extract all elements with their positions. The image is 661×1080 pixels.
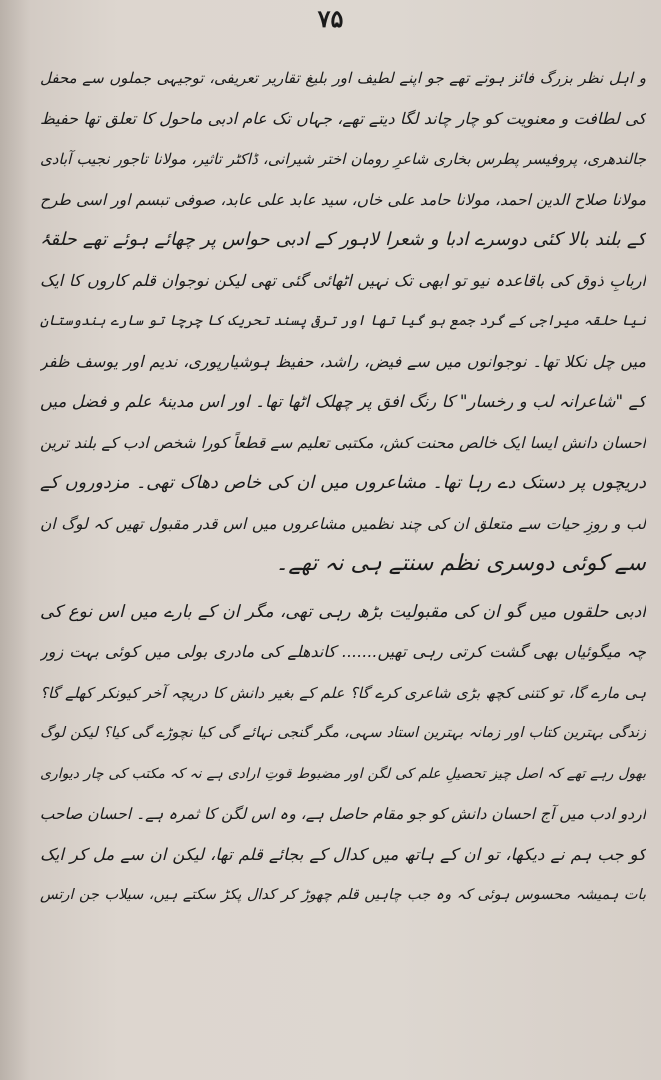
text-line: کے بلند بالا کئی دوسرے ادبا و شعرا لاہور کے ادبی حواس پر چھائے ہوئے تھے حلقۂ xyxy=(40,229,646,250)
text-line: ادبی حلقوں میں گو ان کی مقبولیت بڑھ رہی تھی، مگر ان کے بارے میں اس نوع کی xyxy=(40,601,646,622)
text-line: بات ہمیشہ محسوس ہوئی کہ وہ جب چاہیں قلم چھوڑ کر کدال پکڑ سکتے ہیں، سیلاب جن ارتس xyxy=(40,887,646,903)
text-line: ہی مارے گا، تو کتنی کچھ بڑی شاعری کرے گا؟ علم کے بغیر دانش کا دریچہ آخر کیونکر کھلے گا؟ xyxy=(40,683,646,702)
text-line: اربابِ ذوق کی باقاعدہ نیو تو ابھی تک نہیں اٹھائی گئی تھی لیکن نوجوان قلم کاروں کا ایک xyxy=(40,270,646,290)
text-line: احسان دانش ایسا ایک خالص محنت کش، مکتبی تعلیم سے قطعاً کورا شخص ادب کے بلند ترین xyxy=(40,433,646,452)
page-number: ۷۵ xyxy=(317,4,344,33)
body-text xyxy=(40,58,646,916)
text-line: دریچوں پر دستک دے رہا تھا۔ مشاعروں میں ان کی خاص دھاک تھی۔ مزدوروں کے xyxy=(40,473,646,493)
text-line: بھول رہے تھے کہ اصل چیز تحصیلِ علم کی لگن اور مضبوط قوتِ ارادی ہے نہ کہ مکتب کی چار دیواری xyxy=(40,765,646,782)
text-line: و اہل نظر بزرگ فائز ہوتے تھے جو اپنے لطیف اور بلیغ تقاریر تعریفی، توجیہی جملوں سے محفل xyxy=(40,69,646,87)
binding-shadow xyxy=(0,0,30,1080)
text-line: کی لطافت و معنویت کو چار چاند لگا دیتے تھے، جہاں تک عام ادبی ماحول کا تعلق تھا حفیظ xyxy=(40,108,646,128)
text-line: جالندھری، پروفیسر پطرس بخاری شاعرِ رومان اختر شیرانی، ڈاکٹر تاثیر، مولانا تاجور نجیب آبادی xyxy=(40,150,646,168)
text-line: اردو ادب میں آج احسان دانش کو جو مقام حاصل ہے، وہ اس لگن کا ثمرہ ہے۔ احسان صاحب xyxy=(40,805,646,823)
text-line: زندگی بہترین کتاب اور زمانہ بہترین استاد سہی، مگر گنجی نہائے گی کیا نچوڑے گی کیا؟ لیکن لوگ xyxy=(40,725,646,741)
text-line: چہ میگوئیاں بھی گشت کرتی رہی تھیں....... کاندھلے کی مادری بولی میں کوئی بہت زور xyxy=(40,642,646,661)
text-line: میں چل نکلا تھا۔ نوجوانوں میں سے فیض، راشد، حفیظ ہوشیارپوری، ندیم اور یوسف ظفر xyxy=(40,351,646,371)
text-line: سے کوئی دوسری نظم سنتے ہی نہ تھے۔ xyxy=(275,551,646,576)
text-line: مولانا صلاح الدین احمد، مولانا حامد علی خاں، سید عابد علی عابد، صوفی تبسم اور اسی طرح xyxy=(40,190,646,209)
text-line: کو جب ہم نے دیکھا، تو ان کے ہاتھ میں کدال کے بجائے قلم تھا، لیکن ان سے مل کر ایک xyxy=(40,844,646,864)
text-line: لب و روزِ حیات سے متعلق ان کی چند نظمیں مشاعروں میں اس قدر مقبول تھیں کہ لوگ ان xyxy=(40,514,646,533)
text-line: نیا حلقہ میراجی کے گرد جمع ہو گیا تھا اور ترقی پسند تحریک کا چرچا تو سارے ہندوستان xyxy=(40,313,646,329)
text-line: کے "شاعرانہ لب و رخسار" کا رنگ افق پر چھلک اٹھا تھا۔ اور اس مدینۂ علم و فضل میں xyxy=(40,392,646,411)
